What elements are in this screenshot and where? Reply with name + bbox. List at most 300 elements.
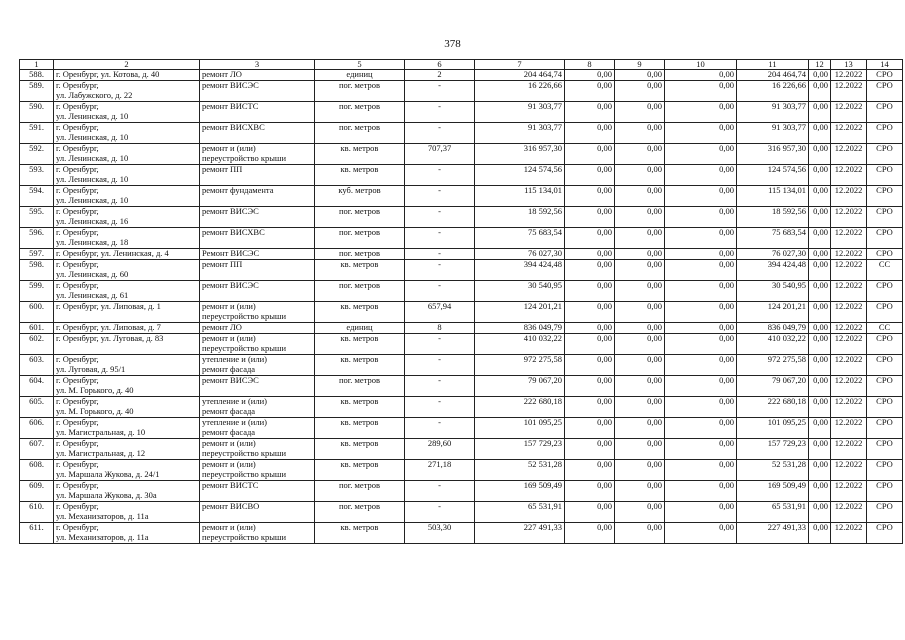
value-cell: 0,00 (665, 302, 737, 323)
date-cell: 12.2022 (831, 249, 867, 260)
unit-cell: кв. метров (315, 439, 405, 460)
work-type-cell-line: ремонт ВИСВО (202, 501, 260, 511)
work-type-cell-line: ремонт ВИСХВС (202, 227, 265, 237)
work-type-cell (200, 376, 315, 397)
value-cell: 0,00 (615, 249, 665, 260)
works-table (19, 59, 903, 544)
value-cell: 0,00 (615, 165, 665, 186)
address-cell-line: ул. Магистральная, д. 10 (56, 426, 146, 437)
address-cell (54, 460, 200, 481)
value-cell: 0,00 (615, 418, 665, 439)
value-cell: 0,00 (565, 523, 615, 544)
value-cell: 0,00 (809, 102, 831, 123)
total-cell: 91 303,77 (737, 102, 809, 123)
address-cell-line: ул. Магистральная, д. 12 (56, 447, 146, 458)
value-cell: 0,00 (615, 481, 665, 502)
total-cell: 52 531,28 (737, 460, 809, 481)
row-number: 600. (20, 302, 54, 323)
date-cell: 12.2022 (831, 260, 867, 281)
work-type-cell (200, 186, 315, 207)
work-type-cell (200, 355, 315, 376)
work-type-cell-line: переустройство крыши (202, 342, 287, 353)
unit-cell: пог. метров (315, 376, 405, 397)
header-row (20, 60, 903, 70)
value-cell: 0,00 (809, 144, 831, 165)
row-number: 608. (20, 460, 54, 481)
cost-cell: 91 303,77 (475, 123, 565, 144)
column-header: 3 (200, 60, 315, 70)
code-cell: СС (867, 323, 903, 334)
table-row (20, 355, 903, 376)
address-cell-line: г. Оренбург, (56, 280, 99, 290)
total-cell: 157 729,23 (737, 439, 809, 460)
table-row (20, 323, 903, 334)
row-number: 611. (20, 523, 54, 544)
work-type-cell (200, 249, 315, 260)
cost-cell: 124 201,21 (475, 302, 565, 323)
date-cell: 12.2022 (831, 207, 867, 228)
work-type-cell-line: ремонт ВИСТС (202, 480, 259, 490)
total-cell: 79 067,20 (737, 376, 809, 397)
column-header: 6 (405, 60, 475, 70)
total-cell: 75 683,54 (737, 228, 809, 249)
address-cell (54, 302, 200, 323)
value-cell: 0,00 (565, 249, 615, 260)
work-type-cell-line: Ремонт ВИСЭС (202, 248, 260, 258)
value-cell: 0,00 (615, 70, 665, 81)
work-type-cell (200, 397, 315, 418)
value-cell: 0,00 (615, 502, 665, 523)
row-number: 592. (20, 144, 54, 165)
value-cell: 0,00 (665, 323, 737, 334)
date-cell: 12.2022 (831, 323, 867, 334)
value-cell: 0,00 (565, 418, 615, 439)
date-cell: 12.2022 (831, 334, 867, 355)
address-cell (54, 502, 200, 523)
code-cell: СРО (867, 207, 903, 228)
work-type-cell (200, 302, 315, 323)
work-type-cell (200, 460, 315, 481)
work-type-cell-line: ремонт и (или) (202, 459, 256, 469)
quantity-cell: - (405, 228, 475, 249)
total-cell: 204 464,74 (737, 70, 809, 81)
date-cell: 12.2022 (831, 102, 867, 123)
value-cell: 0,00 (665, 260, 737, 281)
date-cell: 12.2022 (831, 439, 867, 460)
work-type-cell (200, 439, 315, 460)
unit-cell: пог. метров (315, 81, 405, 102)
date-cell: 12.2022 (831, 397, 867, 418)
work-type-cell-line: ремонт фасада (202, 405, 256, 416)
address-cell-line: ул. Ленинская, д. 18 (56, 236, 129, 247)
work-type-cell-line: ремонт и (или) (202, 301, 256, 311)
total-cell: 18 592,56 (737, 207, 809, 228)
address-cell (54, 165, 200, 186)
unit-cell: кв. метров (315, 144, 405, 165)
work-type-cell (200, 334, 315, 355)
value-cell: 0,00 (809, 186, 831, 207)
value-cell: 0,00 (809, 165, 831, 186)
work-type-cell-line: ремонт и (или) (202, 522, 256, 532)
value-cell: 0,00 (565, 334, 615, 355)
work-type-cell-line: ремонт фасада (202, 363, 256, 374)
date-cell: 12.2022 (831, 376, 867, 397)
code-cell: СРО (867, 460, 903, 481)
column-header: 5 (315, 60, 405, 70)
address-cell (54, 439, 200, 460)
value-cell: 0,00 (615, 186, 665, 207)
value-cell: 0,00 (565, 481, 615, 502)
date-cell: 12.2022 (831, 281, 867, 302)
code-cell: СРО (867, 165, 903, 186)
row-number: 595. (20, 207, 54, 228)
row-number: 593. (20, 165, 54, 186)
code-cell: СРО (867, 70, 903, 81)
row-number: 596. (20, 228, 54, 249)
work-type-cell (200, 502, 315, 523)
address-cell-line: ул. Ленинская, д. 10 (56, 110, 129, 121)
address-cell (54, 323, 200, 334)
work-type-cell-line: переустройство крыши (202, 468, 287, 479)
value-cell: 0,00 (615, 302, 665, 323)
quantity-cell: - (405, 397, 475, 418)
column-header: 14 (867, 60, 903, 70)
date-cell: 12.2022 (831, 70, 867, 81)
address-cell-line: ул. Ленинская, д. 10 (56, 131, 129, 142)
date-cell: 12.2022 (831, 355, 867, 376)
value-cell: 0,00 (565, 260, 615, 281)
date-cell: 12.2022 (831, 81, 867, 102)
address-cell-line: г. Оренбург, (56, 438, 99, 448)
work-type-cell-line: ремонт ВИСЭС (202, 206, 259, 216)
column-header: 1 (20, 60, 54, 70)
address-cell (54, 397, 200, 418)
quantity-cell: - (405, 418, 475, 439)
address-cell-line: ул. М. Горького, д. 40 (56, 384, 134, 395)
address-cell-line: г. Оренбург, (56, 101, 99, 111)
unit-cell: кв. метров (315, 397, 405, 418)
unit-cell: кв. метров (315, 302, 405, 323)
table-row (20, 281, 903, 302)
work-type-cell-line: переустройство крыши (202, 447, 287, 458)
quantity-cell: - (405, 123, 475, 144)
column-header: 10 (665, 60, 737, 70)
address-cell-line: ул. Ленинская, д. 60 (56, 268, 129, 279)
date-cell: 12.2022 (831, 186, 867, 207)
table-row (20, 302, 903, 323)
value-cell: 0,00 (615, 81, 665, 102)
value-cell: 0,00 (665, 355, 737, 376)
address-cell (54, 418, 200, 439)
work-type-cell (200, 481, 315, 502)
work-type-cell (200, 165, 315, 186)
value-cell: 0,00 (615, 523, 665, 544)
unit-cell: пог. метров (315, 228, 405, 249)
value-cell: 0,00 (565, 376, 615, 397)
cost-cell: 30 540,95 (475, 281, 565, 302)
quantity-cell: - (405, 186, 475, 207)
address-cell-line: г. Оренбург, ул. Липовая, д. 1 (56, 301, 161, 311)
row-number: 597. (20, 249, 54, 260)
address-cell-line: г. Оренбург, (56, 396, 99, 406)
code-cell: СРО (867, 334, 903, 355)
value-cell: 0,00 (615, 323, 665, 334)
address-cell (54, 249, 200, 260)
work-type-cell-line: утепление и (или) (202, 396, 267, 406)
value-cell: 0,00 (565, 502, 615, 523)
work-type-cell-line: ремонт ЛО (202, 69, 242, 79)
quantity-cell: 657,94 (405, 302, 475, 323)
code-cell: СС (867, 260, 903, 281)
address-cell-line: г. Оренбург, (56, 522, 99, 532)
date-cell: 12.2022 (831, 460, 867, 481)
row-number: 607. (20, 439, 54, 460)
value-cell: 0,00 (565, 460, 615, 481)
cost-cell: 79 067,20 (475, 376, 565, 397)
value-cell: 0,00 (665, 81, 737, 102)
unit-cell: пог. метров (315, 102, 405, 123)
value-cell: 0,00 (565, 186, 615, 207)
table-row (20, 481, 903, 502)
table-row (20, 418, 903, 439)
address-cell-line: г. Оренбург, (56, 375, 99, 385)
work-type-cell-line: ремонт ВИСЭС (202, 375, 259, 385)
row-number: 606. (20, 418, 54, 439)
total-cell: 76 027,30 (737, 249, 809, 260)
address-cell (54, 70, 200, 81)
value-cell: 0,00 (809, 418, 831, 439)
code-cell: СРО (867, 481, 903, 502)
total-cell: 316 957,30 (737, 144, 809, 165)
address-cell (54, 144, 200, 165)
address-cell (54, 376, 200, 397)
row-number: 601. (20, 323, 54, 334)
address-cell-line: г. Оренбург, (56, 206, 99, 216)
total-cell: 227 491,33 (737, 523, 809, 544)
address-cell-line: г. Оренбург, (56, 259, 99, 269)
row-number: 609. (20, 481, 54, 502)
address-cell (54, 123, 200, 144)
cost-cell: 169 509,49 (475, 481, 565, 502)
address-cell-line: ул. Маршала Жукова, д. 24/1 (56, 468, 160, 479)
work-type-cell-line: ремонт ВИСХВС (202, 122, 265, 132)
total-cell: 101 095,25 (737, 418, 809, 439)
work-type-cell-line: переустройство крыши (202, 310, 287, 321)
total-cell: 169 509,49 (737, 481, 809, 502)
value-cell: 0,00 (809, 228, 831, 249)
value-cell: 0,00 (665, 418, 737, 439)
value-cell: 0,00 (809, 376, 831, 397)
value-cell: 0,00 (565, 302, 615, 323)
cost-cell: 16 226,66 (475, 81, 565, 102)
quantity-cell: - (405, 376, 475, 397)
value-cell: 0,00 (809, 123, 831, 144)
code-cell: СРО (867, 439, 903, 460)
total-cell: 836 049,79 (737, 323, 809, 334)
value-cell: 0,00 (615, 334, 665, 355)
total-cell: 124 201,21 (737, 302, 809, 323)
cost-cell: 836 049,79 (475, 323, 565, 334)
cost-cell: 222 680,18 (475, 397, 565, 418)
column-header: 8 (565, 60, 615, 70)
row-number: 598. (20, 260, 54, 281)
value-cell: 0,00 (665, 144, 737, 165)
value-cell: 0,00 (565, 228, 615, 249)
unit-cell: пог. метров (315, 249, 405, 260)
code-cell: СРО (867, 376, 903, 397)
column-header: 7 (475, 60, 565, 70)
address-cell (54, 228, 200, 249)
value-cell: 0,00 (565, 355, 615, 376)
code-cell: СРО (867, 355, 903, 376)
cost-cell: 316 957,30 (475, 144, 565, 165)
table-row (20, 376, 903, 397)
address-cell-line: г. Оренбург, (56, 227, 99, 237)
date-cell: 12.2022 (831, 123, 867, 144)
address-cell (54, 355, 200, 376)
work-type-cell-line: ремонт ПП (202, 259, 243, 269)
cost-cell: 204 464,74 (475, 70, 565, 81)
quantity-cell: - (405, 502, 475, 523)
value-cell: 0,00 (809, 355, 831, 376)
value-cell: 0,00 (665, 228, 737, 249)
quantity-cell: - (405, 355, 475, 376)
address-cell-line: г. Оренбург, ул. Котова, д. 40 (56, 69, 160, 79)
value-cell: 0,00 (665, 207, 737, 228)
code-cell: СРО (867, 418, 903, 439)
value-cell: 0,00 (809, 323, 831, 334)
address-cell-line: ул. Ленинская, д. 10 (56, 194, 129, 205)
unit-cell: единиц (315, 70, 405, 81)
cost-cell: 91 303,77 (475, 102, 565, 123)
address-cell-line: г. Оренбург, ул. Ленинская, д. 4 (56, 248, 169, 258)
value-cell: 0,00 (565, 102, 615, 123)
unit-cell: кв. метров (315, 165, 405, 186)
address-cell (54, 207, 200, 228)
code-cell: СРО (867, 186, 903, 207)
work-type-cell-line: ремонт ВИСЭС (202, 280, 259, 290)
address-cell-line: ул. Ленинская, д. 16 (56, 215, 129, 226)
value-cell: 0,00 (665, 439, 737, 460)
row-number: 589. (20, 81, 54, 102)
value-cell: 0,00 (615, 144, 665, 165)
address-cell-line: ул. Ленинская, д. 61 (56, 289, 129, 300)
value-cell: 0,00 (615, 355, 665, 376)
unit-cell: пог. метров (315, 123, 405, 144)
quantity-cell: - (405, 207, 475, 228)
quantity-cell: 289,60 (405, 439, 475, 460)
column-header: 13 (831, 60, 867, 70)
address-cell (54, 281, 200, 302)
total-cell: 115 134,01 (737, 186, 809, 207)
work-type-cell (200, 70, 315, 81)
quantity-cell: - (405, 81, 475, 102)
address-cell-line: г. Оренбург, (56, 417, 99, 427)
value-cell: 0,00 (665, 165, 737, 186)
value-cell: 0,00 (665, 186, 737, 207)
address-cell-line: г. Оренбург, (56, 185, 99, 195)
date-cell: 12.2022 (831, 418, 867, 439)
unit-cell: куб. метров (315, 186, 405, 207)
value-cell: 0,00 (809, 249, 831, 260)
value-cell: 0,00 (615, 260, 665, 281)
unit-cell: пог. метров (315, 281, 405, 302)
unit-cell: кв. метров (315, 523, 405, 544)
work-type-cell-line: переустройство крыши (202, 531, 287, 542)
quantity-cell: 271,18 (405, 460, 475, 481)
code-cell: СРО (867, 523, 903, 544)
unit-cell: единиц (315, 323, 405, 334)
work-type-cell (200, 102, 315, 123)
quantity-cell: 8 (405, 323, 475, 334)
cost-cell: 410 032,22 (475, 334, 565, 355)
unit-cell: пог. метров (315, 207, 405, 228)
work-type-cell (200, 418, 315, 439)
address-cell (54, 260, 200, 281)
work-type-cell-line: ремонт и (или) (202, 143, 256, 153)
row-number: 605. (20, 397, 54, 418)
total-cell: 65 531,91 (737, 502, 809, 523)
work-type-cell-line: утепление и (или) (202, 417, 267, 427)
row-number: 602. (20, 334, 54, 355)
work-type-cell-line: ремонт фундамента (202, 185, 274, 195)
quantity-cell: - (405, 165, 475, 186)
address-cell (54, 81, 200, 102)
address-cell (54, 102, 200, 123)
cost-cell: 65 531,91 (475, 502, 565, 523)
quantity-cell: - (405, 334, 475, 355)
address-cell-line: г. Оренбург, (56, 480, 99, 490)
table-row (20, 207, 903, 228)
date-cell: 12.2022 (831, 144, 867, 165)
row-number: 594. (20, 186, 54, 207)
value-cell: 0,00 (665, 376, 737, 397)
value-cell: 0,00 (565, 70, 615, 81)
work-type-cell-line: ремонт ВИСЭС (202, 80, 259, 90)
cost-cell: 75 683,54 (475, 228, 565, 249)
work-type-cell-line: ремонт ВИСТС (202, 101, 259, 111)
total-cell: 16 226,66 (737, 81, 809, 102)
cost-cell: 18 592,56 (475, 207, 565, 228)
unit-cell: пог. метров (315, 481, 405, 502)
value-cell: 0,00 (665, 70, 737, 81)
table-row (20, 123, 903, 144)
value-cell: 0,00 (665, 334, 737, 355)
quantity-cell: - (405, 102, 475, 123)
code-cell: СРО (867, 249, 903, 260)
table-row (20, 523, 903, 544)
value-cell: 0,00 (809, 81, 831, 102)
address-cell-line: г. Оренбург, (56, 459, 99, 469)
value-cell: 0,00 (565, 207, 615, 228)
work-type-cell-line: переустройство крыши (202, 152, 287, 163)
work-type-cell-line: ремонт фасада (202, 426, 256, 437)
row-number: 604. (20, 376, 54, 397)
quantity-cell: - (405, 249, 475, 260)
work-type-cell (200, 144, 315, 165)
work-type-cell (200, 123, 315, 144)
table-row (20, 334, 903, 355)
value-cell: 0,00 (615, 439, 665, 460)
work-type-cell (200, 207, 315, 228)
cost-cell: 157 729,23 (475, 439, 565, 460)
value-cell: 0,00 (565, 323, 615, 334)
address-cell-line: ул. Ленинская, д. 10 (56, 173, 129, 184)
total-cell: 410 032,22 (737, 334, 809, 355)
address-cell-line: ул. М. Горького, д. 40 (56, 405, 134, 416)
address-cell (54, 523, 200, 544)
address-cell-line: г. Оренбург, (56, 164, 99, 174)
